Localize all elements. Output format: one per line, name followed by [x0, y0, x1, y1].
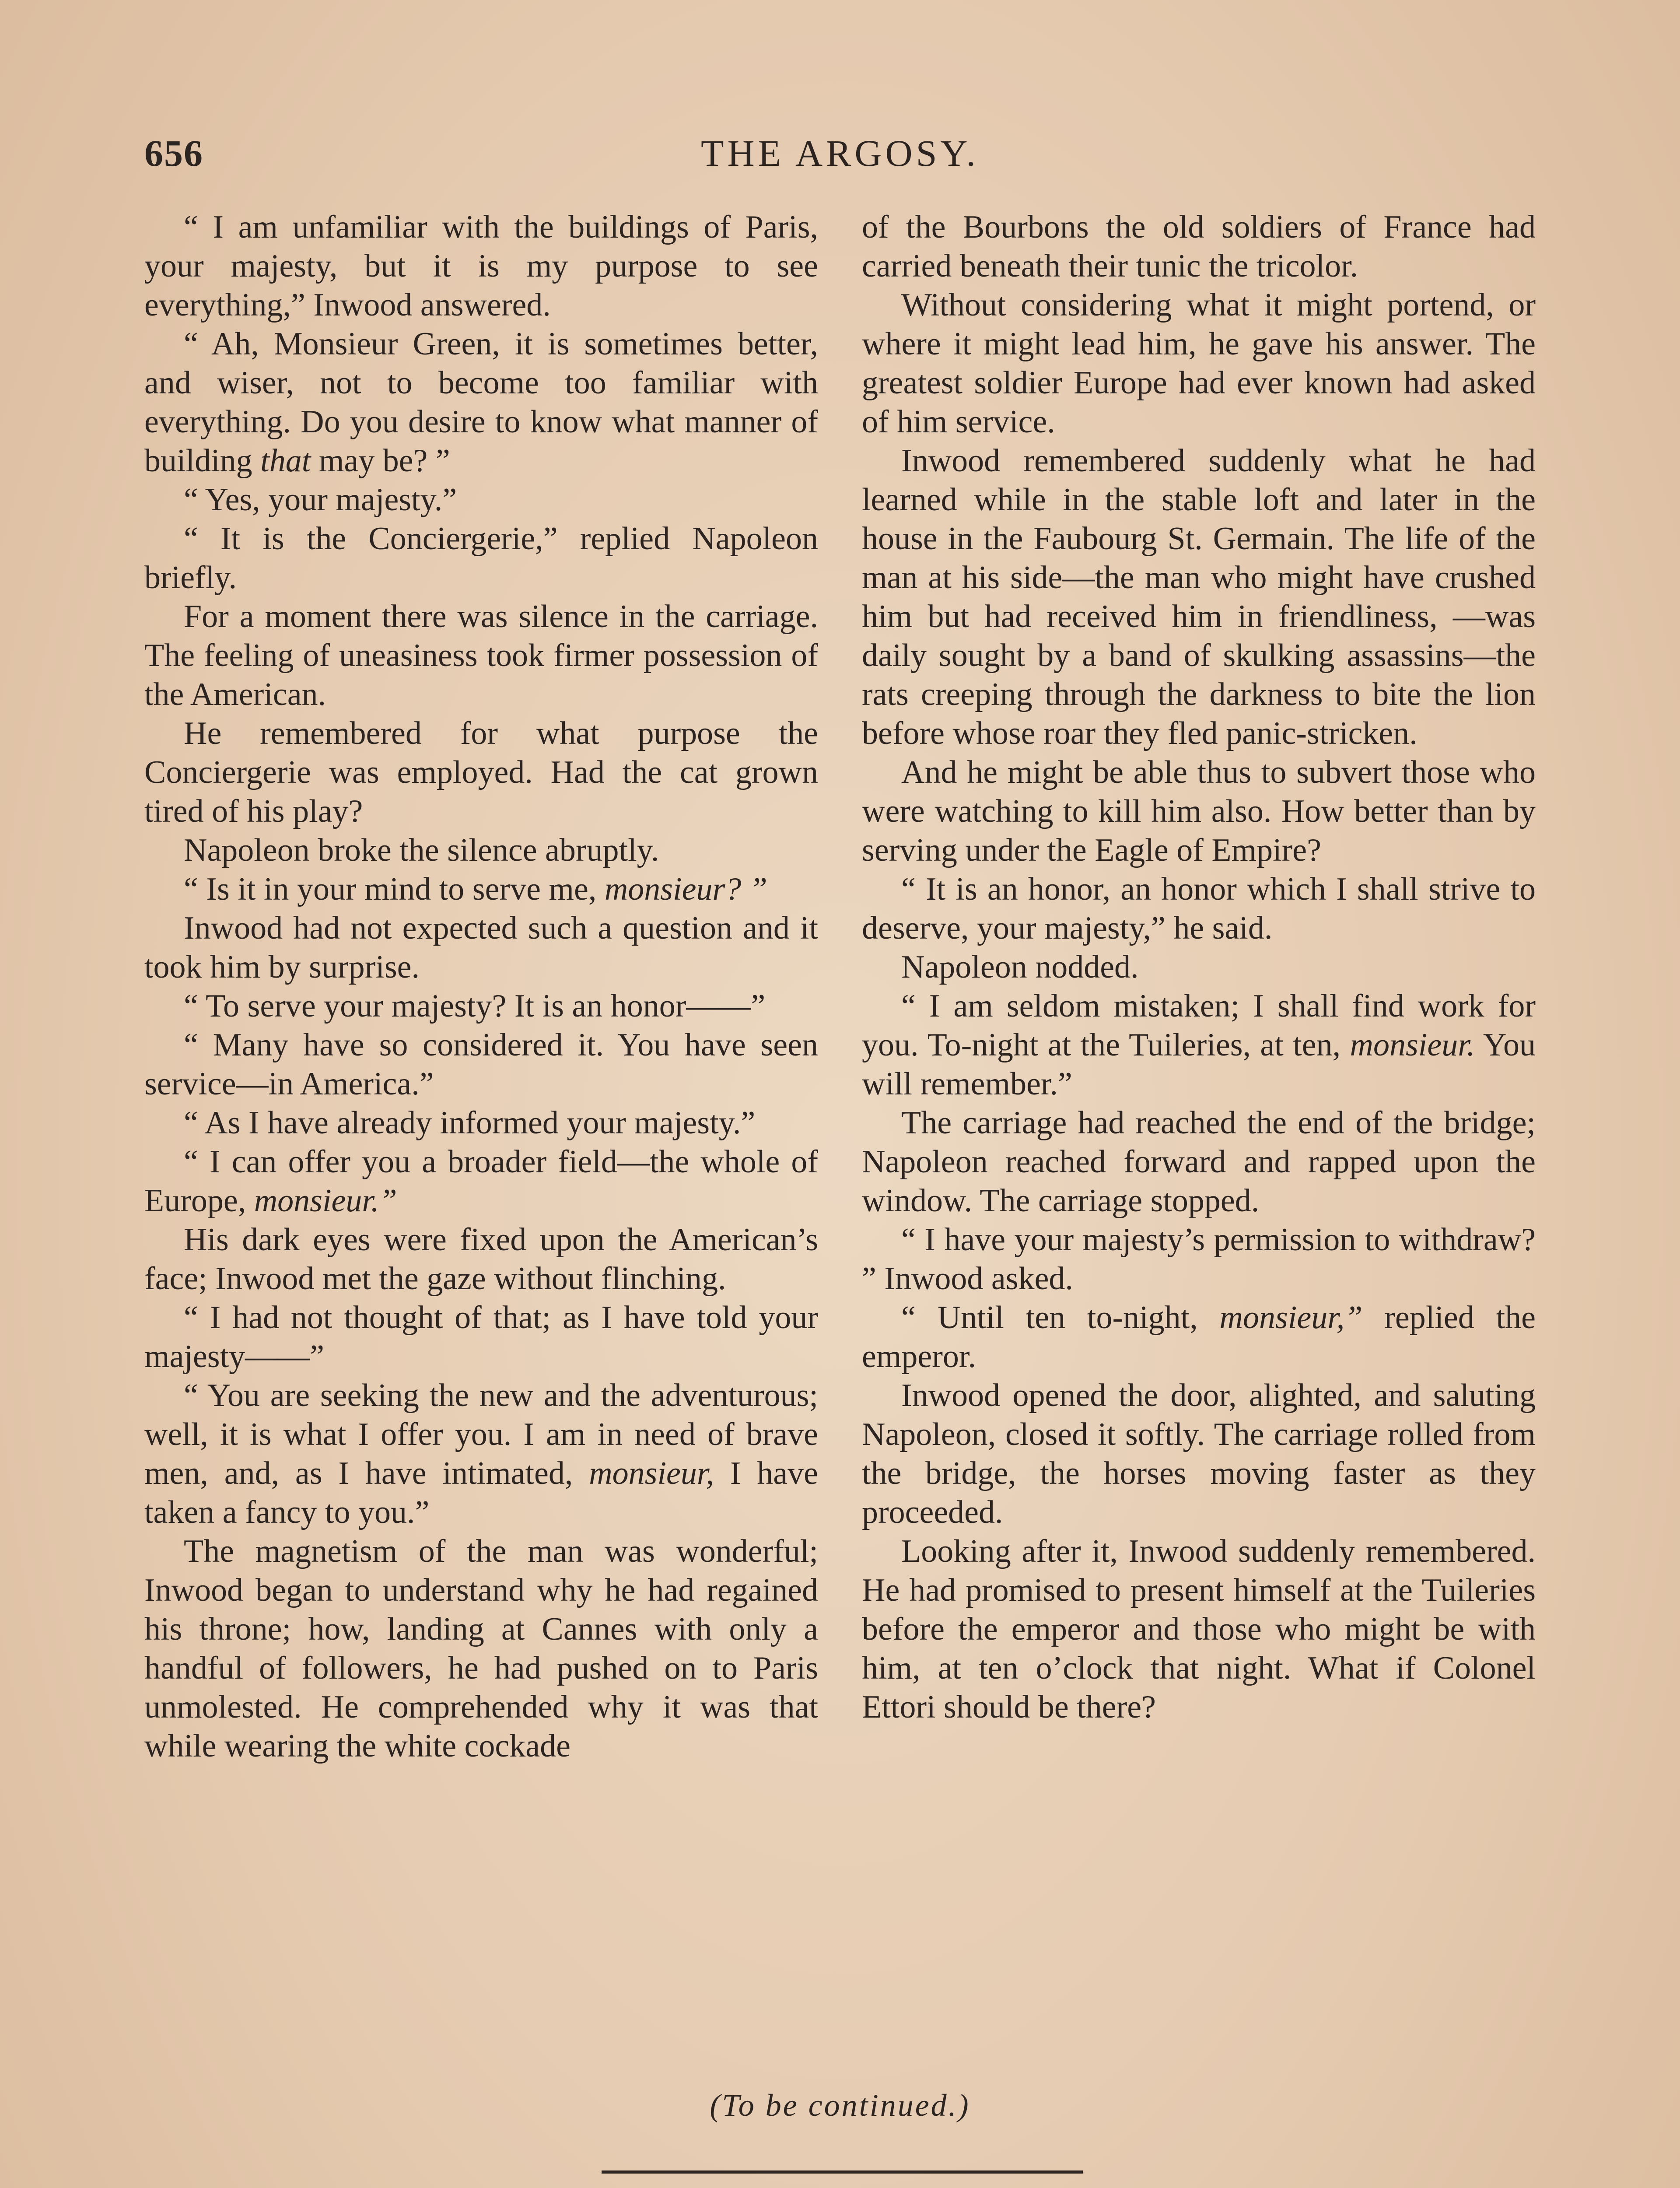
paragraph: The magnetism of the man was wonderful; Inwood began to understand why he had regained his throne; how, landing at Cannes with only a handful of followers, he had pushed on to Paris unmolested. He comprehended why it was that while wearing the white cockade — [144, 1533, 818, 1764]
paragraph: Inwood had not expected such a question and it took him by surprise. — [144, 910, 818, 985]
story-columns — [144, 208, 1536, 2090]
paragraph: He remembered for what purpose the Conciergerie was employed. Had the cat grown tired of his play? — [144, 715, 818, 829]
paragraph: For a moment there was silence in the carriage. The feeling of uneasiness took firmer possession of the American. — [144, 599, 818, 712]
paragraph: “ Many have so considered it. You have seen service—in America.” — [144, 1027, 818, 1102]
paragraph: “ As I have already informed your majesty.” — [184, 1105, 756, 1141]
paragraph: Without considering what it might portend, or where it might lead him, he gave his answer. The greatest soldier Europe had ever known had asked of him service. — [862, 287, 1536, 440]
paragraph: of the Bourbons the old soldiers of France had carried beneath their tunic the tricolor. — [862, 209, 1536, 284]
paragraph: The carriage had reached the end of the bridge; Napoleon reached forward and rapped upon the window. The carriage stopped. — [862, 1105, 1536, 1219]
right-column — [862, 208, 1536, 1727]
paragraph: “ I am unfamiliar with the buildings of Paris, your majesty, but it is my purpose to see everything,” Inwood answered. — [144, 209, 818, 323]
paragraph: “ Until ten to-night, monsieur,” replied the emperor. — [862, 1300, 1536, 1375]
section-divider — [602, 2170, 1083, 2174]
paragraph: Napoleon nodded. — [901, 949, 1139, 985]
paragraph: “ I had not thought of that; as I have told your majesty——” — [144, 1300, 818, 1375]
paragraph: Inwood opened the door, alighted, and saluting Napoleon, closed it softly. The carriage rolled from the bridge, the horses moving faster as they proceeded. — [862, 1378, 1536, 1530]
paragraph: Inwood remembered suddenly what he had learned while in the stable loft and later in the house in the Faubourg St. Germain. The life of the man at his side—the man who might have crushed him but had received him in friendliness, —was daily sought by a band of skulking assassins—the rats creeping through the darkness to bite the lion before whose roar they fled panic-stricken. — [862, 443, 1536, 751]
paragraph: “ Is it in your mind to serve me, monsieur? ” — [184, 871, 767, 907]
running-title: THE ARGOSY. — [701, 132, 979, 174]
left-column — [144, 208, 818, 1766]
paragraph: “ Ah, Monsieur Green, it is sometimes better, and wiser, not to become too familiar with everything. Do you desire to know what manner of building that may be? ” — [144, 326, 818, 479]
paragraph: “ To serve your majesty? It is an honor——” — [184, 988, 766, 1024]
paragraph: Napoleon broke the silence abruptly. — [184, 832, 659, 868]
paragraph: “ Yes, your majesty.” — [184, 482, 457, 518]
page-number: 656 — [144, 132, 203, 174]
paragraph: Looking after it, Inwood suddenly remembered. He had promised to present himself at the Tuileries before the emperor and those who might be with him, at ten o’clock that night. What if Colonel Ettori should be there? — [862, 1533, 1536, 1725]
paragraph: “ I am seldom mistaken; I shall find work for you. To-night at the Tuileries, at ten, monsieur. You will remember.” — [862, 988, 1536, 1102]
to-be-continued: (To be continued.) — [710, 2088, 970, 2123]
paragraph: “ It is an honor, an honor which I shall strive to deserve, your majesty,” he said. — [862, 871, 1536, 946]
paragraph: “ You are seeking the new and the adventurous; well, it is what I offer you. I am in need of brave men, and, as I have intimated, monsieur, I have taken a fancy to you.” — [144, 1378, 818, 1530]
paragraph: “ It is the Conciergerie,” replied Napoleon briefly. — [144, 521, 818, 596]
page-header — [144, 131, 1536, 179]
paragraph: And he might be able thus to subvert those who were watching to kill him also. How better than by serving under the Eagle of Empire? — [862, 754, 1536, 868]
paragraph: “ I have your majesty’s permission to withdraw? ” Inwood asked. — [862, 1222, 1536, 1297]
paragraph: His dark eyes were fixed upon the American’s face; Inwood met the gaze without flinching. — [144, 1222, 818, 1297]
paragraph: “ I can offer you a broader field—the whole of Europe, monsieur.” — [144, 1144, 818, 1219]
